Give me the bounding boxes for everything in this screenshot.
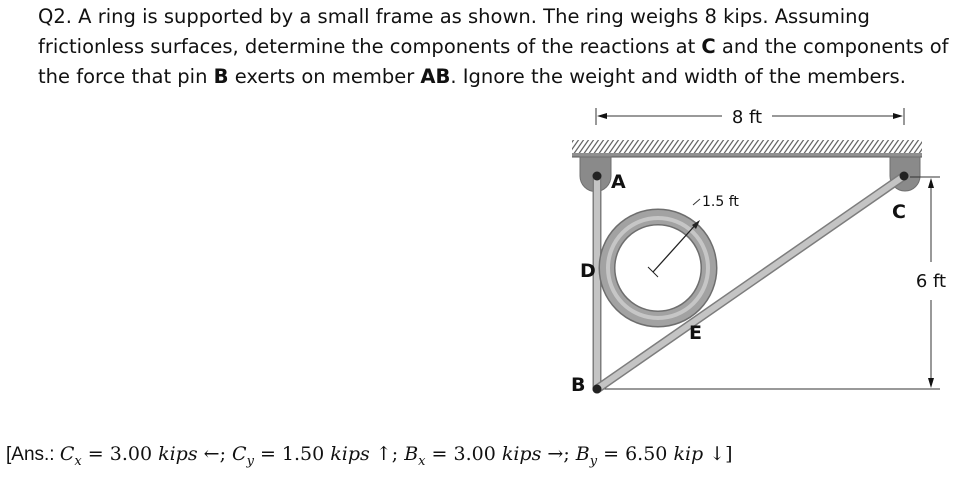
answer-by-symbol: B [575,443,590,465]
member-bc [597,176,904,389]
height-dimension-label: 6 ft [915,271,947,292]
answer-bx-unit: kips [501,443,542,465]
radius-label: 1.5 ft [702,194,739,210]
answer-bx-symbol: B [404,443,419,465]
answer-cy-subscript: y [246,453,254,469]
answer-by-unit: kip [673,443,704,465]
pin-c [900,172,909,181]
answer-bx-subscript: x [418,453,426,469]
answer-line [6,443,966,469]
point-c-reference: C [701,35,716,58]
question-number: Q2. [38,5,72,28]
answer-cx-unit: kips [158,443,198,465]
answer-cx-direction: ←; [197,443,233,465]
answer-cy-symbol: C [232,443,247,465]
answer-cy-value: = 1.50 [253,443,331,465]
pin-b [593,385,602,394]
problem-text-part: A ring is supported by a small frame as shown. The ring weighs 8 kips. Assuming frictionless surfaces, determine the components of the reactions at [38,5,870,58]
span-dimension [596,107,904,128]
point-label-b: B [571,374,586,396]
problem-text-part: and the components of the force that pin [38,35,949,88]
ceiling-support [572,140,922,157]
answer-by-value: = 6.50 [597,443,674,465]
problem-text-part: . Ignore the weight and width of the members. [450,65,906,88]
answer-cy-direction: ↑; [369,443,405,465]
point-label-d: D [580,260,596,282]
point-label-e: E [689,322,702,344]
ring [607,217,709,319]
member-ab-reference: AB [420,65,451,88]
dimension-arrowhead-icon [893,113,903,119]
answer-bx-value: = 3.00 [425,443,502,465]
problem-text-part: exerts on member [228,65,421,88]
point-label-c: C [892,201,906,223]
dimension-arrowhead-icon [928,178,934,188]
answer-by-subscript: y [589,453,598,469]
dimension-arrowhead-icon [597,113,607,119]
answer-cy-unit: kips [330,443,370,465]
span-dimension-label: 8 ft [731,107,763,128]
answer-lead: [Ans.: [6,444,60,465]
answer-cx-value: = 3.00 [81,443,159,465]
answer-cx-subscript: x [74,453,82,469]
point-b-reference: B [213,65,229,88]
answer-bx-direction: →; [541,443,576,465]
answer-cx-symbol: C [59,443,75,465]
point-label-a: A [611,171,626,193]
answer-by-direction: ↓] [703,443,733,465]
pin-a [593,172,602,181]
dimension-arrowhead-icon [928,378,934,388]
